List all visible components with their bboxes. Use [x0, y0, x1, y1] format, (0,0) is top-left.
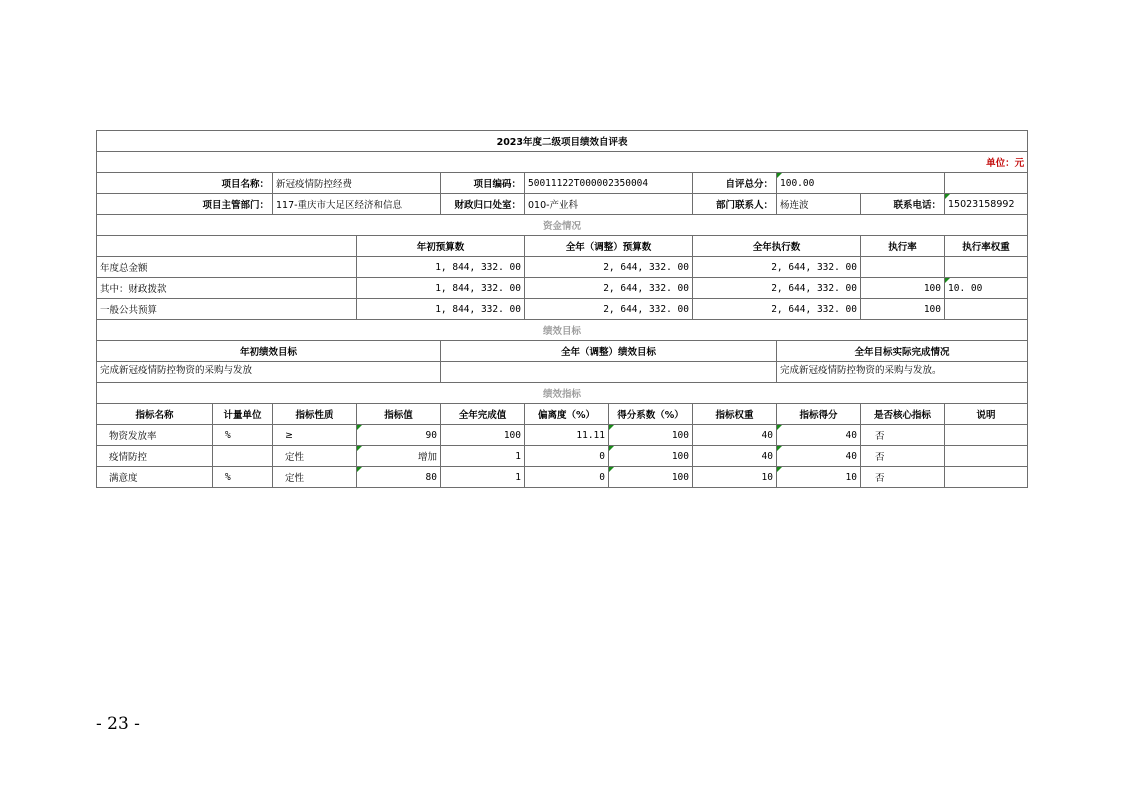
ind-header-coef: 得分系数（%） [609, 404, 693, 425]
goal-actual-text: 完成新冠疫情防控物资的采购与发放。 [777, 362, 1028, 383]
funds-row [97, 257, 1028, 278]
funds-section-title: 资金情况 [97, 215, 1028, 236]
funds-header-initial: 年初预算数 [357, 236, 525, 257]
ind-note [945, 446, 1028, 467]
ind-nature: 定性 [273, 446, 357, 467]
funds-header-blank [97, 236, 357, 257]
ind-name: 物资发放率 [97, 425, 213, 446]
ind-coef: 100 [609, 467, 693, 488]
funds-row-adjusted: 2, 644, 332. 00 [525, 299, 693, 320]
goals-header-actual: 全年目标实际完成情况 [777, 341, 1028, 362]
empty-cell [945, 173, 1028, 194]
funds-row-executed: 2, 644, 332. 00 [693, 257, 861, 278]
self-score-value: 100.00 [777, 173, 945, 194]
ind-header-completed: 全年完成值 [441, 404, 525, 425]
funds-row-initial: 1, 844, 332. 00 [357, 278, 525, 299]
project-code-label: 项目编码： [441, 173, 525, 194]
ind-value: 90 [357, 425, 441, 446]
dept-value: 117-重庆市大足区经济和信息 [273, 194, 441, 215]
ind-unit [213, 446, 273, 467]
funds-row-executed: 2, 644, 332. 00 [693, 299, 861, 320]
ind-core: 否 [861, 425, 945, 446]
ind-header-score: 指标得分 [777, 404, 861, 425]
ind-weight: 40 [693, 425, 777, 446]
funds-row-adjusted: 2, 644, 332. 00 [525, 257, 693, 278]
ind-score: 40 [777, 446, 861, 467]
funds-row-name: 一般公共预算 [97, 299, 357, 320]
finance-office-value: 010-产业科 [525, 194, 693, 215]
funds-row-name: 其中：财政拨款 [97, 278, 357, 299]
ind-completed: 100 [441, 425, 525, 446]
funds-row-weight [945, 299, 1028, 320]
ind-header-value: 指标值 [357, 404, 441, 425]
ind-deviation: 0 [525, 446, 609, 467]
phone-value: 15023158992 [945, 194, 1028, 215]
funds-header-rate: 执行率 [861, 236, 945, 257]
project-name-label: 项目名称： [97, 173, 273, 194]
ind-header-core: 是否核心指标 [861, 404, 945, 425]
goal-adjusted-text [441, 362, 777, 383]
funds-header-adjusted: 全年（调整）预算数 [525, 236, 693, 257]
ind-score: 40 [777, 425, 861, 446]
phone-label: 联系电话： [861, 194, 945, 215]
ind-completed: 1 [441, 446, 525, 467]
ind-score: 10 [777, 467, 861, 488]
evaluation-sheet [96, 130, 1027, 488]
goals-section-title: 绩效目标 [97, 320, 1028, 341]
ind-coef: 100 [609, 446, 693, 467]
funds-row-initial: 1, 844, 332. 00 [357, 257, 525, 278]
ind-value: 80 [357, 467, 441, 488]
funds-row-rate [861, 257, 945, 278]
ind-note [945, 467, 1028, 488]
page-number: - 23 - [96, 714, 140, 734]
unit-label: 单位：元 [97, 152, 1028, 173]
ind-name: 满意度 [97, 467, 213, 488]
page-title: 2023年度二级项目绩效自评表 [97, 131, 1028, 152]
ind-nature: 定性 [273, 467, 357, 488]
ind-header-name: 指标名称 [97, 404, 213, 425]
evaluation-table [96, 130, 1028, 488]
goal-initial-text: 完成新冠疫情防控物资的采购与发放 [97, 362, 441, 383]
ind-header-deviation: 偏离度（%） [525, 404, 609, 425]
funds-header-executed: 全年执行数 [693, 236, 861, 257]
self-score-label: 自评总分： [693, 173, 777, 194]
ind-unit: % [213, 425, 273, 446]
contact-label: 部门联系人： [693, 194, 777, 215]
ind-note [945, 425, 1028, 446]
ind-deviation: 11.11 [525, 425, 609, 446]
ind-header-note: 说明 [945, 404, 1028, 425]
project-name-value: 新冠疫情防控经费 [273, 173, 441, 194]
goals-header-initial: 年初绩效目标 [97, 341, 441, 362]
funds-row-weight [945, 257, 1028, 278]
funds-row-weight: 10. 00 [945, 278, 1028, 299]
funds-row-rate: 100 [861, 278, 945, 299]
ind-header-unit: 计量单位 [213, 404, 273, 425]
ind-header-nature: 指标性质 [273, 404, 357, 425]
ind-value: 增加 [357, 446, 441, 467]
goals-header-adjusted: 全年（调整）绩效目标 [441, 341, 777, 362]
ind-name: 疫情防控 [97, 446, 213, 467]
ind-coef: 100 [609, 425, 693, 446]
ind-header-weight: 指标权重 [693, 404, 777, 425]
ind-unit: % [213, 467, 273, 488]
funds-header-weight: 执行率权重 [945, 236, 1028, 257]
ind-core: 否 [861, 467, 945, 488]
dept-label: 项目主管部门： [97, 194, 273, 215]
indicators-section-title: 绩效指标 [97, 383, 1028, 404]
ind-core: 否 [861, 446, 945, 467]
project-code-value: 50011122T000002350004 [525, 173, 693, 194]
indicator-row [97, 425, 1028, 446]
ind-weight: 10 [693, 467, 777, 488]
ind-completed: 1 [441, 467, 525, 488]
funds-row-rate: 100 [861, 299, 945, 320]
ind-weight: 40 [693, 446, 777, 467]
funds-row [97, 278, 1028, 299]
indicator-row [97, 446, 1028, 467]
finance-office-label: 财政归口处室： [441, 194, 525, 215]
ind-deviation: 0 [525, 467, 609, 488]
funds-row-executed: 2, 644, 332. 00 [693, 278, 861, 299]
funds-row-initial: 1, 844, 332. 00 [357, 299, 525, 320]
indicator-row [97, 467, 1028, 488]
funds-row [97, 299, 1028, 320]
funds-row-name: 年度总金额 [97, 257, 357, 278]
contact-value: 杨连波 [777, 194, 861, 215]
ind-nature: ≥ [273, 425, 357, 446]
funds-row-adjusted: 2, 644, 332. 00 [525, 278, 693, 299]
